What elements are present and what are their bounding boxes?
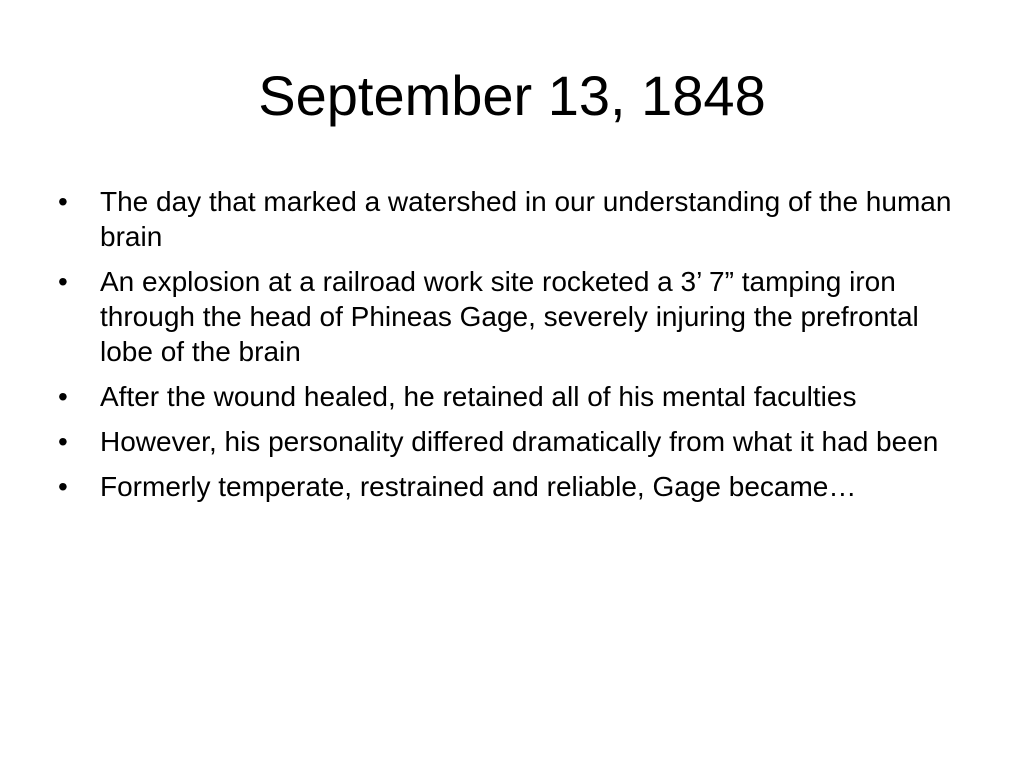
bullet-item xyxy=(58,264,958,369)
bullet-text: After the wound healed, he retained all of his mental faculties xyxy=(100,381,857,412)
bullet-text: However, his personality differed dramatically from what it had been xyxy=(100,426,939,457)
bullet-text: An explosion at a railroad work site rocketed a 3’ 7” tamping iron through the head of Phineas Gage, severely injuring the prefrontal lobe of the brain xyxy=(100,266,919,367)
bullet-marker: • xyxy=(58,186,68,217)
bullet-text: Formerly temperate, restrained and reliable, Gage became… xyxy=(100,471,857,502)
bullet-list xyxy=(58,184,958,514)
bullet-item xyxy=(58,184,958,254)
bullet-marker: • xyxy=(58,426,68,457)
bullet-item xyxy=(58,424,958,459)
bullet-marker: • xyxy=(58,471,68,502)
slide-title: September 13, 1848 xyxy=(258,64,766,127)
bullet-text: The day that marked a watershed in our understanding of the human brain xyxy=(100,186,952,252)
bullet-marker: • xyxy=(58,381,68,412)
bullet-marker: • xyxy=(58,266,68,297)
bullet-item xyxy=(58,379,958,414)
bullet-item xyxy=(58,469,958,504)
